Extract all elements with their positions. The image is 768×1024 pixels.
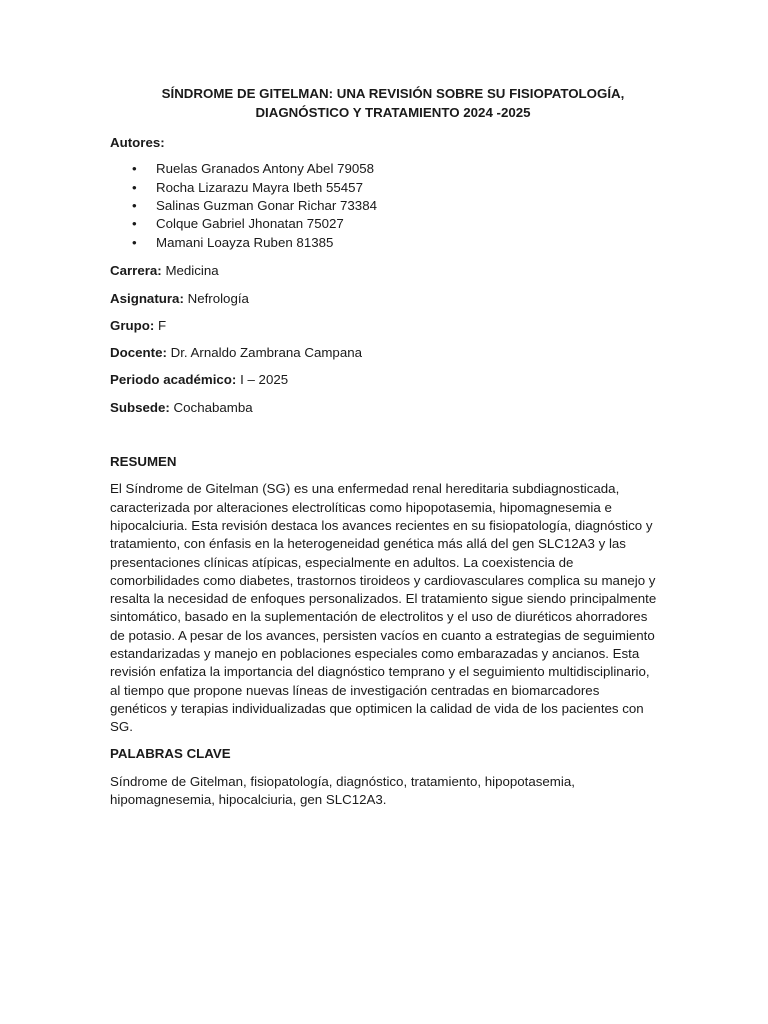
author-name: Rocha Lizarazu Mayra Ibeth 55457 [156, 179, 363, 195]
bullet-icon: • [132, 234, 137, 250]
author-item [110, 215, 658, 233]
resumen-heading: RESUMEN [110, 454, 177, 470]
author-name: Salinas Guzman Gonar Richar 73384 [156, 198, 377, 214]
meta-label: Grupo: [110, 317, 155, 333]
document-title: SÍNDROME DE GITELMAN: UNA REVISIÓN SOBRE SU FISIOPATOLOGÍA, DIAGNÓSTICO Y TRATAMIENTO 2024 -2025 [161, 86, 625, 120]
authors-list [110, 160, 658, 252]
meta-value: Nefrología [183, 290, 249, 306]
meta-subsede [110, 399, 658, 417]
meta-value: F [154, 317, 167, 333]
meta-docente [110, 344, 658, 362]
author-name: Mamani Loayza Ruben 81385 [156, 234, 334, 250]
meta-label: Periodo académico: [110, 372, 237, 388]
author-name: Ruelas Granados Antony Abel 79058 [156, 161, 375, 177]
resumen-paragraph: El Síndrome de Gitelman (SG) es una enfermedad renal hereditaria subdiagnosticada, caracterizada por alteraciones electrolíticas como hipopotasemia, hipomagnesemia e hipocalciuria. Esta revisión destaca los avances recientes en su fisiopatología, diagnóstico y tratamiento, con énfasis en la heterogeneidad genética más allá del gen SLC12A3 y las presentaciones clínicas atípicas, especialmente en adultos. La coexistencia de comorbilidades como diabetes, trastornos tiroideos y cardiovasculares complica su manejo y resalta la necesidad de enfoques personalizados. El tratamiento sigue siendo principalmente sintomático, basado en la suplementación de electrolitos y el uso de diuréticos ahorradores de potasio. A pesar de los avances, persisten vacíos en cuanto a estrategias de seguimiento estandarizadas y manejo en poblaciones especiales como embarazadas y ancianos. Esta revisión enfatiza la importancia del diagnóstico temprano y el seguimiento multidisciplinario, al tiempo que propone nuevas líneas de investigación centradas en biomarcadores genéticos y terapias individualizadas que optimicen la calidad de vida de los pacientes con SG. [110, 481, 657, 735]
meta-value: Dr. Arnaldo Zambrana Campana [166, 345, 363, 361]
author-item [110, 234, 658, 252]
bullet-icon: • [132, 216, 137, 232]
bullet-icon: • [132, 179, 137, 195]
authors-label: Autores: [110, 135, 165, 150]
author-item [110, 160, 658, 178]
meta-label: Carrera: [110, 263, 162, 279]
meta-label: Subsede: [110, 399, 170, 415]
meta-label: Asignatura: [110, 290, 184, 306]
author-item [110, 179, 658, 197]
author-item [110, 197, 658, 215]
meta-asignatura [110, 290, 658, 308]
author-name: Colque Gabriel Jhonatan 75027 [156, 216, 344, 232]
keywords-paragraph: Síndrome de Gitelman, fisiopatología, diagnóstico, tratamiento, hipopotasemia, hipomagnesemia, hipocalciuria, gen SLC12A3. [110, 773, 575, 808]
meta-value: I – 2025 [236, 372, 289, 388]
meta-periodo [110, 371, 658, 389]
bullet-icon: • [132, 198, 137, 214]
meta-value: Medicina [161, 263, 219, 279]
meta-carrera [110, 262, 658, 280]
meta-grupo [110, 317, 658, 335]
keywords-heading: PALABRAS CLAVE [110, 746, 231, 762]
meta-value: Cochabamba [169, 399, 253, 415]
meta-label: Docente: [110, 345, 167, 361]
bullet-icon: • [132, 161, 137, 177]
